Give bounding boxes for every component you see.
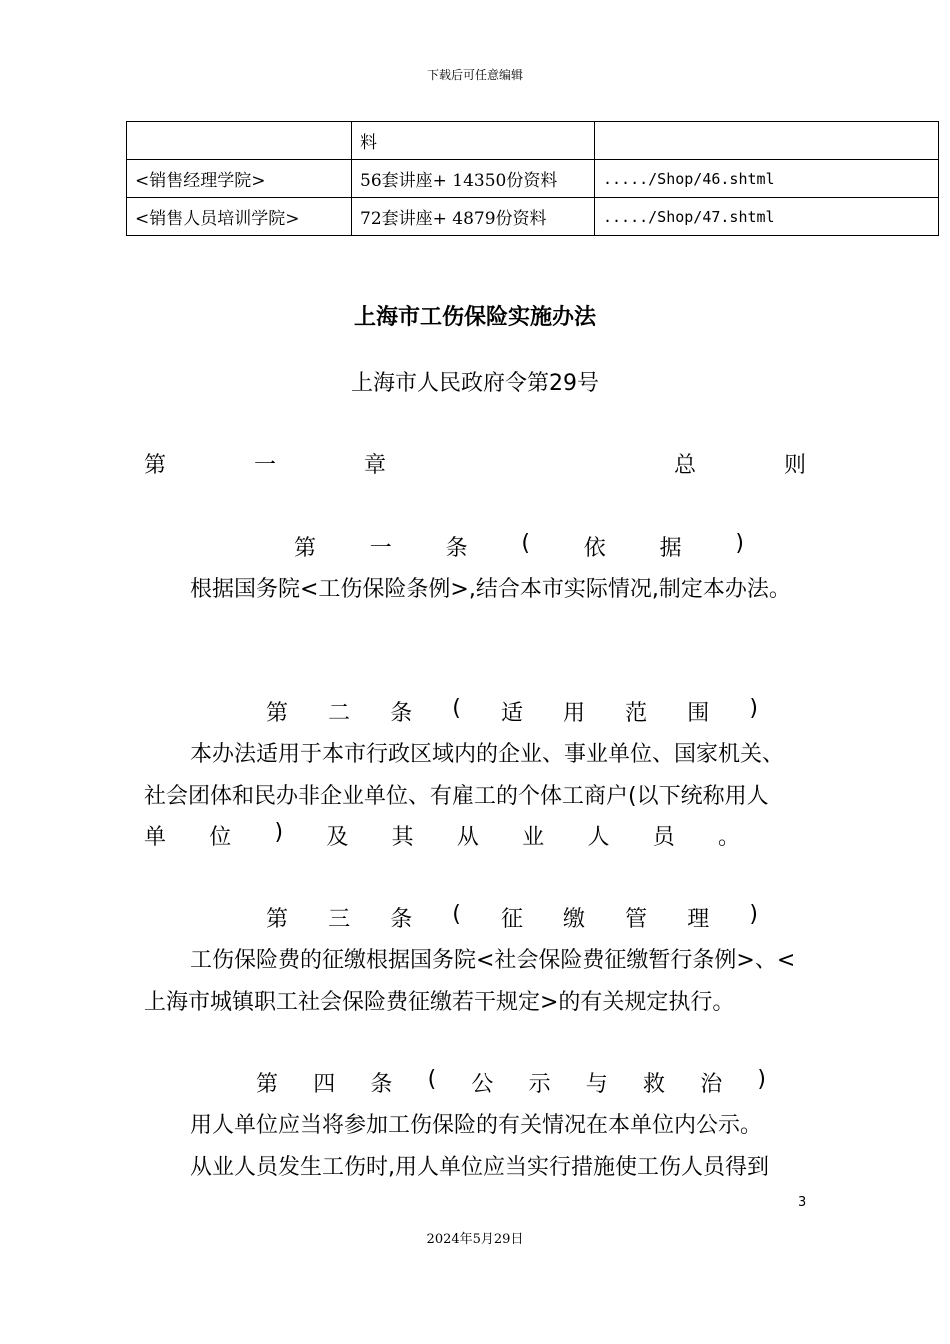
table-link-cell[interactable]: ...../Shop/47.shtml — [595, 198, 939, 236]
table-cell: 料 — [352, 122, 595, 160]
article-heading: 第 二 条 ( 适 用 范 围 ) — [266, 696, 758, 726]
resource-table — [126, 121, 939, 236]
chapter-heading — [144, 448, 806, 479]
article-text: 本办法适用于本市行政区域内的企业、事业单位、国家机关、 — [190, 742, 785, 767]
table-cell: 56套讲座+ 14350份资料 — [352, 160, 595, 198]
heading-char: 则 — [783, 453, 806, 478]
article-heading: 第 四 条 ( 公 示 与 救 治 ) — [256, 1067, 766, 1097]
page-header: 下载后可任意编辑 — [426, 68, 523, 82]
table-cell — [595, 122, 939, 160]
article-text: 从业人员发生工伤时,用人单位应当实行措施使工伤人员得到 — [190, 1155, 769, 1180]
table-cell: 72套讲座+ 4879份资料 — [352, 198, 595, 236]
heading-char: 章 — [363, 453, 386, 478]
table-cell: <销售经理学院> — [127, 160, 352, 198]
heading-char: 总 — [673, 453, 696, 478]
document-title: 上海市工伤保险实施办法 — [353, 305, 596, 330]
table-row — [127, 122, 939, 160]
article-heading: 第 三 条 ( 征 缴 管 理 ) — [266, 902, 758, 932]
table-cell — [127, 122, 352, 160]
article-text: 工伤保险费的征缴根据国务院<社会保险费征缴暂行条例>、< — [190, 948, 796, 973]
article-text: 社会团体和民办非企业单位、有雇工的个体工商户(以下统称用人 — [144, 784, 769, 809]
table-cell: <销售人员培训学院> — [127, 198, 352, 236]
article-heading: 第 一 条 ( 依 据 ) — [294, 531, 744, 561]
page-number: 3 — [798, 1195, 807, 1210]
table-row — [127, 198, 939, 236]
heading-char: 第 — [144, 453, 167, 478]
footer-date: 2024年5月29日 — [426, 1232, 524, 1247]
document-subtitle: 上海市人民政府令第29号 — [351, 371, 599, 396]
article-text: 根据国务院<工伤保险条例>,结合本市实际情况,制定本办法。 — [190, 577, 791, 602]
heading-char: 一 — [253, 453, 276, 478]
article-text-spread: 单 位 ) 及 其 从 业 人 员 。 — [144, 820, 740, 850]
article-text: 用人单位应当将参加工伤保险的有关情况在本单位内公示。 — [190, 1113, 763, 1138]
article-text: 上海市城镇职工社会保险费征缴若干规定>的有关规定执行。 — [144, 990, 735, 1015]
table-row — [127, 160, 939, 198]
table-link-cell[interactable]: ...../Shop/46.shtml — [595, 160, 939, 198]
